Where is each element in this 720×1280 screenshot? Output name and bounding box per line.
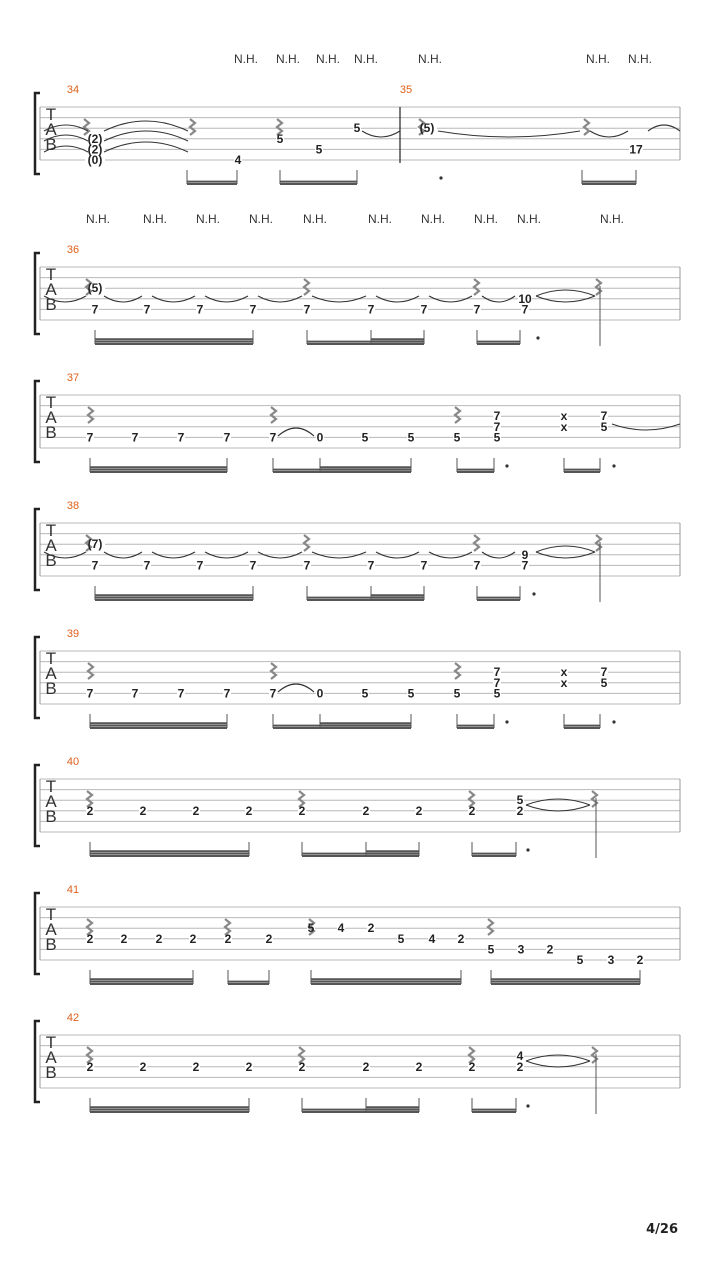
fret-number: 0 [316, 686, 324, 701]
fret-number: 7 [303, 558, 311, 573]
fret-number: 5 [493, 430, 501, 445]
measure-number: 39 [66, 628, 80, 640]
fret-number: 2 [362, 803, 370, 818]
dot [612, 464, 615, 467]
tab-clef-letter: T [45, 1033, 57, 1052]
fret-number: (5) [87, 281, 103, 296]
fret-number: 2 [86, 931, 94, 946]
fret-number: 2 [245, 1059, 253, 1074]
measure-number: 42 [66, 1012, 80, 1024]
measure-number: 37 [66, 372, 80, 384]
hold-marker-icon [488, 919, 493, 935]
natural-harmonic-label: N.H. [628, 52, 652, 66]
fret-number: 5 [276, 131, 284, 146]
fret-number: 7 [223, 686, 231, 701]
fret-number: 5 [353, 121, 361, 136]
tie [104, 131, 188, 141]
fret-number: 2 [265, 931, 273, 946]
hold-marker-icon [271, 663, 276, 679]
hold-marker-icon [455, 663, 460, 679]
fret-number: x [560, 419, 568, 434]
fret-number: 2 [362, 1059, 370, 1074]
fret-number: (2) [87, 142, 103, 157]
fret-number: 5 [600, 675, 608, 690]
fret-number: 7 [367, 302, 375, 317]
tab-clef-letter: B [45, 423, 57, 442]
tie [536, 546, 595, 552]
fret-number: 2 [546, 942, 554, 957]
fret-number: 7 [521, 558, 529, 573]
hold-marker-icon [304, 279, 309, 295]
fret-number: 2 [516, 1059, 524, 1074]
measure-number: 41 [66, 884, 80, 896]
fret-number: 7 [131, 686, 139, 701]
tab-clef-letter: A [45, 792, 57, 811]
fret-number: 7 [91, 302, 99, 317]
natural-harmonic-label: N.H. [276, 52, 300, 66]
fret-number: 7 [367, 558, 375, 573]
fret-number: 7 [269, 430, 277, 445]
fret-number: 3 [607, 953, 615, 967]
dot [439, 176, 442, 179]
tie [590, 131, 628, 137]
fret-number: 5 [453, 430, 461, 445]
fret-number: 7 [493, 675, 501, 690]
tie [438, 131, 580, 137]
natural-harmonic-label: N.H. [600, 212, 624, 226]
measure-number: 36 [66, 244, 80, 256]
system-bracket [35, 1021, 40, 1102]
hold-marker-icon [474, 535, 479, 551]
fret-number: 7 [249, 558, 257, 573]
natural-harmonic-label: N.H. [316, 52, 340, 66]
fret-number: 2 [367, 921, 375, 936]
tab-system [35, 1021, 680, 1114]
tab-clef-letter: A [45, 1048, 57, 1067]
tab-clef-letter: T [45, 649, 57, 668]
fret-number: 5 [600, 419, 608, 434]
tie [278, 684, 314, 692]
tab-clef-letter: T [45, 265, 57, 284]
fret-number: 5 [576, 953, 584, 967]
fret-number: 2 [468, 1059, 476, 1074]
tab-clef-letter: A [45, 280, 57, 299]
fret-number: (2) [87, 131, 103, 146]
measure-number: 35 [399, 84, 413, 96]
fret-number: 5 [493, 686, 501, 701]
system-bracket [35, 253, 40, 334]
fret-number: 7 [473, 558, 481, 573]
fret-number: 7 [493, 419, 501, 434]
fret-number: (5) [419, 121, 435, 136]
natural-harmonic-label: N.H. [196, 212, 220, 226]
hold-marker-icon [190, 119, 195, 135]
fret-number: 4 [516, 1049, 524, 1064]
tab-system [35, 765, 680, 858]
natural-harmonic-label: N.H. [249, 212, 273, 226]
fret-number: 7 [223, 430, 231, 445]
tie [526, 1061, 590, 1067]
fret-number: 2 [120, 931, 128, 946]
natural-harmonic-label: N.H. [418, 52, 442, 66]
tab-system [35, 893, 680, 984]
fret-number: 7 [143, 558, 151, 573]
fret-number: 7 [86, 430, 94, 445]
tab-clef-letter: T [45, 521, 57, 540]
tab-clef-letter: A [45, 408, 57, 427]
fret-number: x [560, 665, 568, 680]
fret-number: 2 [468, 803, 476, 818]
dot [526, 1104, 529, 1107]
fret-number: 7 [177, 686, 185, 701]
natural-harmonic-label: N.H. [143, 212, 167, 226]
fret-number: 5 [407, 430, 415, 445]
fret-number: 10 [518, 291, 532, 306]
tab-clef-letter: B [45, 135, 57, 154]
tab-system [35, 93, 680, 184]
fret-number: 7 [86, 686, 94, 701]
fret-number: 7 [196, 302, 204, 317]
dot [526, 848, 529, 851]
fret-number: 9 [521, 547, 529, 562]
hold-marker-icon [88, 407, 93, 423]
fret-number: 4 [428, 931, 436, 946]
natural-harmonic-label: N.H. [303, 212, 327, 226]
fret-number: 7 [493, 409, 501, 424]
fret-number: 17 [629, 142, 643, 157]
tie [104, 142, 188, 152]
tie [104, 121, 188, 131]
tab-clef-letter: T [45, 777, 57, 796]
fret-number: 5 [361, 686, 369, 701]
dot [536, 336, 539, 339]
tab-clef-letter: T [45, 105, 57, 124]
tab-clef-letter: B [45, 295, 57, 314]
tab-clef-letter: A [45, 120, 57, 139]
natural-harmonic-label: N.H. [86, 212, 110, 226]
fret-number: 2 [415, 1059, 423, 1074]
system-bracket [35, 381, 40, 462]
tab-system [35, 381, 680, 472]
system-bracket [35, 509, 40, 590]
tab-clef-letter: A [45, 920, 57, 939]
natural-harmonic-label: N.H. [474, 212, 498, 226]
fret-number: 2 [86, 803, 94, 818]
fret-number: (7) [87, 537, 103, 552]
fret-number: 2 [516, 803, 524, 818]
system-bracket [35, 893, 40, 974]
system-bracket [35, 93, 40, 174]
dot [532, 592, 535, 595]
hold-marker-icon [271, 407, 276, 423]
fret-number: 2 [139, 1059, 147, 1074]
fret-number: 5 [407, 686, 415, 701]
fret-number: 5 [516, 793, 524, 808]
fret-number: 7 [493, 665, 501, 680]
fret-number: x [560, 675, 568, 690]
fret-number: 7 [143, 302, 151, 317]
fret-number: 7 [249, 302, 257, 317]
tab-system [35, 253, 680, 346]
fret-number: 7 [269, 686, 277, 701]
tie [362, 131, 400, 137]
natural-harmonic-label: N.H. [368, 212, 392, 226]
fret-number: 5 [453, 686, 461, 701]
fret-number: 7 [420, 558, 428, 573]
fret-number: 2 [457, 931, 465, 946]
natural-harmonic-label: N.H. [354, 52, 378, 66]
measure-number: 38 [66, 500, 80, 512]
fret-number: 2 [224, 931, 232, 946]
natural-harmonic-label: N.H. [421, 212, 445, 226]
fret-number: 3 [517, 942, 525, 957]
fret-number: 2 [192, 803, 200, 818]
tab-clef-letter: A [45, 664, 57, 683]
fret-number: 7 [177, 430, 185, 445]
fret-number: 2 [155, 931, 163, 946]
fret-number: 2 [245, 803, 253, 818]
tab-clef-letter: B [45, 935, 57, 954]
measure-number: 34 [66, 84, 80, 96]
fret-number: 7 [91, 558, 99, 573]
tab-clef-letter: T [45, 905, 57, 924]
fret-number: 7 [600, 409, 608, 424]
fret-number: 2 [636, 953, 644, 967]
hold-marker-icon [455, 407, 460, 423]
fret-number: 7 [131, 430, 139, 445]
system-bracket [35, 765, 40, 846]
fret-number: 0 [316, 430, 324, 445]
hold-marker-icon [474, 279, 479, 295]
fret-number: 7 [303, 302, 311, 317]
fret-number: 5 [361, 430, 369, 445]
natural-harmonic-label: N.H. [517, 212, 541, 226]
fret-number: (0) [87, 153, 103, 167]
tab-clef-letter: B [45, 1063, 57, 1082]
tab-system [35, 637, 680, 728]
dot [505, 464, 508, 467]
fret-number: 2 [415, 803, 423, 818]
dot [505, 720, 508, 723]
fret-number: 2 [298, 1059, 306, 1074]
fret-number: x [560, 409, 568, 424]
tab-clef-letter: B [45, 551, 57, 570]
tab-clef-letter: T [45, 393, 57, 412]
fret-number: 5 [315, 142, 323, 157]
fret-number: 2 [189, 931, 197, 946]
tab-clef-letter: A [45, 536, 57, 555]
hold-marker-icon [88, 663, 93, 679]
fret-number: 5 [307, 921, 315, 936]
fret-number: 2 [298, 803, 306, 818]
tie [536, 290, 595, 296]
tie [526, 805, 590, 811]
hold-marker-icon [584, 119, 589, 135]
fret-number: 7 [196, 558, 204, 573]
fret-number: 7 [521, 302, 529, 317]
natural-harmonic-label: N.H. [586, 52, 610, 66]
system-bracket [35, 637, 40, 718]
fret-number: 5 [397, 931, 405, 946]
hold-marker-icon [304, 535, 309, 551]
fret-number: 2 [86, 1059, 94, 1074]
fret-number: 4 [337, 921, 345, 936]
tab-clef-letter: B [45, 679, 57, 698]
measure-number: 40 [66, 756, 80, 768]
fret-number: 5 [487, 942, 495, 957]
natural-harmonic-label: N.H. [234, 52, 258, 66]
fret-number: 7 [473, 302, 481, 317]
page-number: 4/26 [646, 1222, 678, 1237]
tab-clef-letter: B [45, 807, 57, 826]
fret-number: 4 [234, 153, 242, 167]
fret-number: 2 [139, 803, 147, 818]
dot [612, 720, 615, 723]
fret-number: 2 [192, 1059, 200, 1074]
tie [278, 428, 314, 436]
fret-number: 7 [600, 665, 608, 680]
fret-number: 7 [420, 302, 428, 317]
tab-system [35, 509, 680, 602]
